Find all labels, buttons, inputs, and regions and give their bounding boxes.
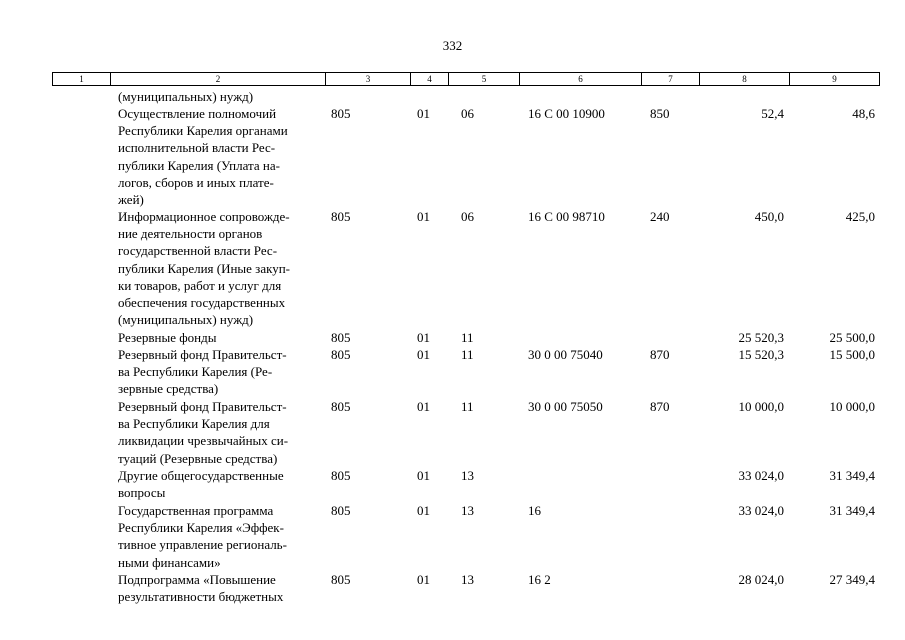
row-section: 01 [417, 330, 430, 345]
row-target-article: 30 0 00 75040 [528, 347, 603, 362]
row-subsection: 06 [461, 209, 474, 224]
row-ministry-code: 805 [331, 106, 351, 121]
table-header [52, 72, 880, 86]
row-target-article: 16 С 00 10900 [528, 106, 605, 121]
table-row [0, 398, 905, 467]
table-row [0, 105, 905, 208]
row-amount-year-1: 52,4 [761, 106, 784, 121]
table-body [0, 88, 905, 606]
row-ministry-code: 805 [331, 330, 351, 345]
row-section: 01 [417, 399, 430, 414]
row-section: 01 [417, 106, 430, 121]
row-amount-year-1: 10 000,0 [738, 399, 784, 414]
header-col-9: 9 [832, 74, 837, 84]
row-expense-type: 850 [650, 106, 670, 121]
row-amount-year-1: 15 520,3 [738, 347, 784, 362]
header-col-2: 2 [111, 73, 326, 85]
row-description: (муниципальных) нужд) [118, 89, 254, 104]
row-description: Государственная программа Республики Карелия «Эффек- тивное управление региональ- ными финансами» [118, 503, 287, 570]
row-subsection: 11 [461, 330, 474, 345]
row-amount-year-2: 31 349,4 [829, 468, 875, 483]
row-ministry-code: 805 [331, 209, 351, 224]
row-target-article: 16 [528, 503, 541, 518]
row-amount-year-1: 28 024,0 [738, 572, 784, 587]
row-target-article: 16 2 [528, 572, 551, 587]
header-col-5: 5 [449, 73, 520, 85]
row-section: 01 [417, 468, 430, 483]
row-amount-year-1: 33 024,0 [738, 468, 784, 483]
table-row [0, 329, 905, 346]
row-description: Информационное сопровожде- ние деятельности органов государственной власти Рес- публики Карелия (Иные закуп- ки товаров, работ и услуг для обеспечения государственных (муниципальных) нужд) [118, 209, 291, 328]
row-section: 01 [417, 503, 430, 518]
row-subsection: 13 [461, 572, 474, 587]
row-description: Осуществление полномочий Республики Карелия органами исполнительной власти Рес- публики Карелия (Уплата на- логов, сборов и иных плате- жей) [118, 106, 288, 208]
row-expense-type: 870 [650, 399, 670, 414]
row-subsection: 06 [461, 106, 474, 121]
row-target-article: 16 С 00 98710 [528, 209, 605, 224]
row-description: Резервные фонды [118, 330, 217, 345]
row-ministry-code: 805 [331, 572, 351, 587]
row-amount-year-2: 27 349,4 [829, 572, 875, 587]
row-amount-year-2: 48,6 [852, 106, 875, 121]
row-target-article: 30 0 00 75050 [528, 399, 603, 414]
row-description: Другие общегосударственные вопросы [118, 468, 284, 501]
row-expense-type: 240 [650, 209, 670, 224]
row-ministry-code: 805 [331, 468, 351, 483]
row-amount-year-2: 25 500,0 [829, 330, 875, 345]
table-row [0, 571, 905, 606]
header-col-8: 8 [700, 73, 790, 85]
row-amount-year-1: 450,0 [754, 209, 784, 224]
row-ministry-code: 805 [331, 347, 351, 362]
row-expense-type: 870 [650, 347, 670, 362]
row-ministry-code: 805 [331, 503, 351, 518]
row-amount-year-2: 425,0 [845, 209, 875, 224]
table-row [0, 208, 905, 329]
row-amount-year-2: 31 349,4 [829, 503, 875, 518]
row-amount-year-2: 15 500,0 [829, 347, 875, 362]
row-subsection: 13 [461, 468, 474, 483]
table-row [0, 502, 905, 571]
header-col-7: 7 [642, 73, 700, 85]
row-section: 01 [417, 347, 430, 362]
table-row [0, 346, 905, 398]
header-col-3: 3 [326, 73, 411, 85]
page-number: 332 [442, 38, 463, 53]
row-amount-year-1: 25 520,3 [738, 330, 784, 345]
row-subsection: 11 [461, 399, 474, 414]
header-col-1: 1 [53, 73, 111, 85]
header-col-6: 6 [520, 73, 642, 85]
row-description: Резервный фонд Правительст- ва Республики Карелия для ликвидации чрезвычайных си- туаций (Резервные средства) [118, 399, 289, 466]
row-section: 01 [417, 209, 430, 224]
table-row [0, 467, 905, 502]
row-ministry-code: 805 [331, 399, 351, 414]
row-amount-year-2: 10 000,0 [829, 399, 875, 414]
row-description: Подпрограмма «Повышение результативности бюджетных [118, 572, 284, 605]
table-row [0, 88, 905, 105]
row-description: Резервный фонд Правительст- ва Республики Карелия (Ре- зервные средства) [118, 347, 287, 397]
row-amount-year-1: 33 024,0 [738, 503, 784, 518]
row-subsection: 11 [461, 347, 474, 362]
row-section: 01 [417, 572, 430, 587]
header-col-4: 4 [411, 73, 449, 85]
row-subsection: 13 [461, 503, 474, 518]
